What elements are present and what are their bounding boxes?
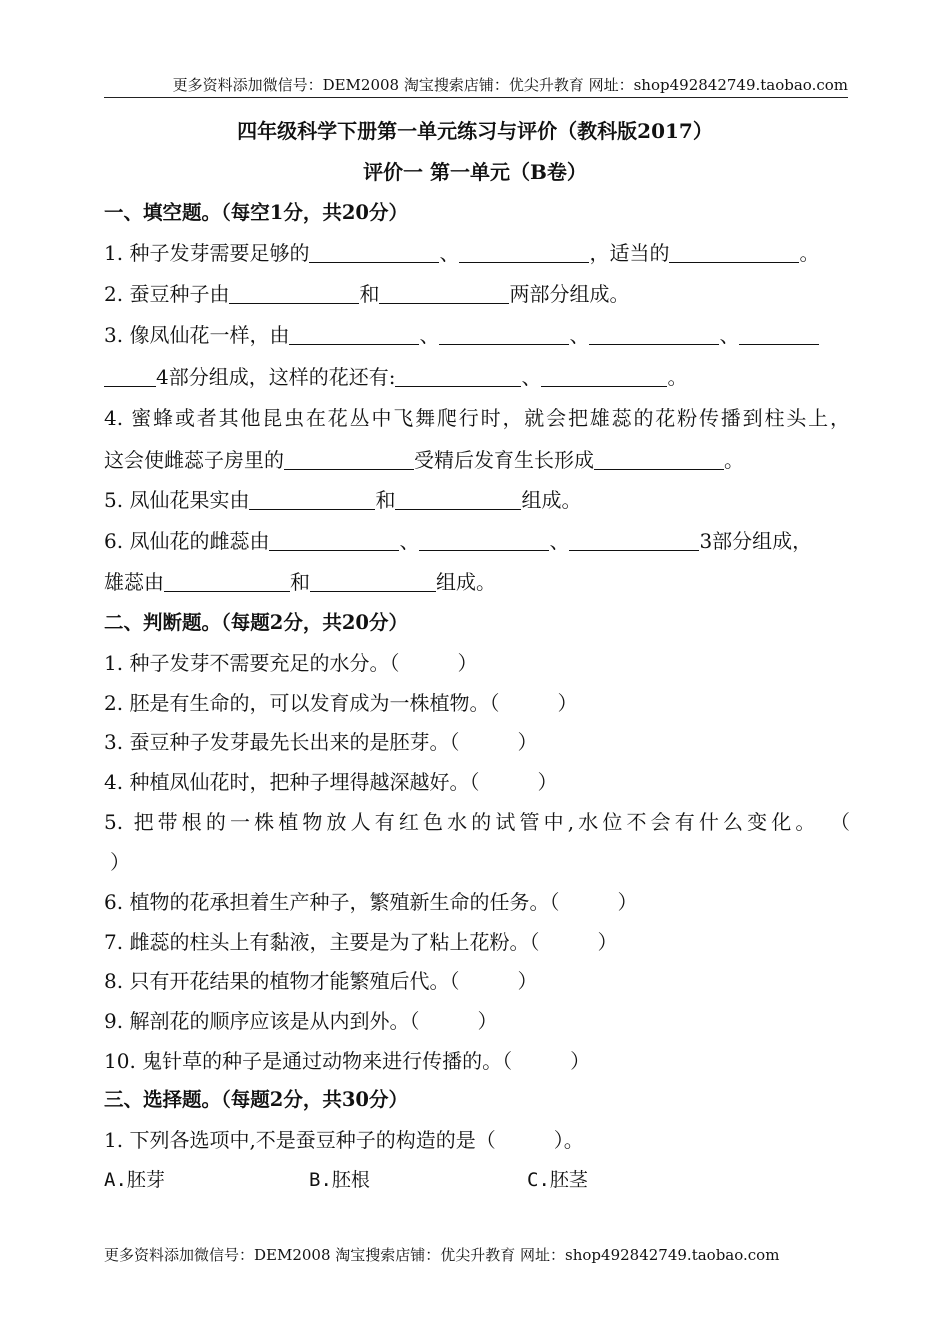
answer-blank[interactable] <box>164 569 290 592</box>
judge-question-9: 9. 解剖花的顺序应该是从内到外。（ ） <box>104 1009 498 1033</box>
answer-blank[interactable] <box>249 487 375 510</box>
judge-question-6: 6. 植物的花承担着生产种子，繁殖新生命的任务。（ ） <box>104 890 638 914</box>
section1-heading: 一、填空题。（每空1分，共20分） <box>104 201 408 224</box>
section3-heading: 三、选择题。（每题2分，共30分） <box>104 1088 408 1111</box>
answer-blank[interactable] <box>289 322 419 345</box>
answer-blank[interactable] <box>541 364 667 387</box>
fill-question-3-continued: 4部分组成，这样的花还有: 、 。 <box>104 362 850 392</box>
choice-question-1: 1. 下列各选项中,不是蚕豆种子的构造的是（ ）。 <box>104 1128 584 1152</box>
judge-question-8: 8. 只有开花结果的植物才能繁殖后代。（ ） <box>104 969 538 993</box>
answer-blank[interactable] <box>379 281 509 304</box>
answer-blank[interactable] <box>459 240 589 263</box>
fill-question-4: 4. 蜜蜂或者其他昆虫在花丛中飞舞爬行时，就会把雄蕊的花粉传播到柱头上， <box>104 406 850 430</box>
answer-blank[interactable] <box>669 240 799 263</box>
header-divider <box>104 97 848 98</box>
choice-option-c[interactable]: C.胚茎 <box>527 1169 588 1191</box>
fill-question-4-continued: 这会使雌蕊子房里的 受精后发育生长形成 。 <box>104 448 744 472</box>
question-text: 5. 凤仙花果实由 <box>104 488 250 512</box>
answer-blank[interactable] <box>309 240 439 263</box>
question-text: 6. 凤仙花的雌蕊由 <box>104 529 270 553</box>
fill-question-5: 5. 凤仙花果实由 和 组成。 <box>104 488 582 512</box>
judge-question-4: 4. 种植凤仙花时，把种子埋得越深越好。（ ） <box>104 770 558 794</box>
page-subtitle: 评价一 第一单元（B卷） <box>363 160 587 184</box>
answer-blank[interactable] <box>229 281 359 304</box>
answer-blank[interactable] <box>419 528 549 551</box>
choice-option-b[interactable]: B.胚根 <box>309 1169 370 1191</box>
answer-blank[interactable] <box>589 322 719 345</box>
judge-question-3: 3. 蚕豆种子发芽最先长出来的是胚芽。（ ） <box>104 730 538 754</box>
answer-blank[interactable] <box>104 364 156 387</box>
question-text: 3. 像凤仙花一样，由 <box>104 323 290 347</box>
answer-blank[interactable] <box>594 447 724 470</box>
answer-blank[interactable] <box>739 322 819 345</box>
answer-blank[interactable] <box>395 487 521 510</box>
question-text: 1. 种子发芽需要足够的 <box>104 241 310 265</box>
judge-question-5-continued: ） <box>110 850 130 874</box>
question-text: 2. 蚕豆种子由 <box>104 282 230 306</box>
page-title: 四年级科学下册第一单元练习与评价（教科版2017） <box>237 119 713 143</box>
fill-question-6-continued: 雄蕊由 和 组成。 <box>104 570 496 594</box>
answer-blank[interactable] <box>395 364 521 387</box>
answer-blank[interactable] <box>569 528 699 551</box>
judge-question-10: 10. 鬼针草的种子是通过动物来进行传播的。（ ） <box>104 1049 591 1073</box>
section2-heading: 二、判断题。（每题2分，共20分） <box>104 611 408 634</box>
fill-question-3: 3. 像凤仙花一样，由 、 、 、 <box>104 320 850 350</box>
fill-question-6: 6. 凤仙花的雌蕊由 、 、 3部分组成， <box>104 529 813 553</box>
answer-blank[interactable] <box>310 569 436 592</box>
judge-question-5: 5. 把带根的一株植物放人有红色水的试管中,水位不会有什么变化。 （ <box>104 810 851 834</box>
answer-blank[interactable] <box>439 322 569 345</box>
choice-option-a[interactable]: A.胚芽 <box>104 1169 165 1191</box>
judge-question-7: 7. 雌蕊的柱头上有黏液，主要是为了粘上花粉。（ ） <box>104 930 618 954</box>
fill-question-2: 2. 蚕豆种子由 和 两部分组成。 <box>104 282 630 306</box>
page-footer: 更多资料添加微信号：DEM2008 淘宝搜索店铺：优尖升教育 网址：shop492842749.taobao.com <box>104 1246 780 1264</box>
answer-blank[interactable] <box>269 528 399 551</box>
page-header: 更多资料添加微信号：DEM2008 淘宝搜索店铺：优尖升教育 网址：shop492842749.taobao.com <box>172 76 848 94</box>
judge-question-1: 1. 种子发芽不需要充足的水分。（ ） <box>104 651 478 675</box>
judge-question-2: 2. 胚是有生命的，可以发育成为一株植物。（ ） <box>104 691 578 715</box>
fill-question-1: 1. 种子发芽需要足够的 、 ，适当的 。 <box>104 241 820 265</box>
answer-blank[interactable] <box>284 447 414 470</box>
